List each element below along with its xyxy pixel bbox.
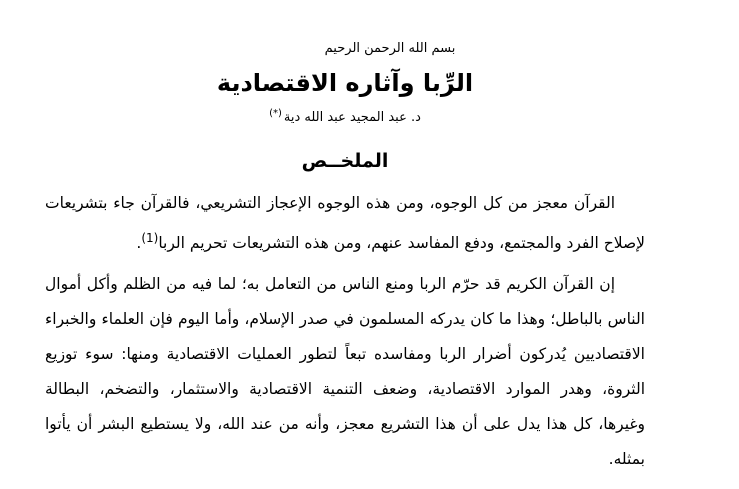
- paragraph-1-text: القرآن معجز من كل الوجوه، ومن هذه الوجوه الإعجاز التشريعي، فالقرآن جاء بتشريعات لإصلاح الفرد والمجتمع، ودفع المفاسد عنهم، ومن هذه التشريعات تحريم الربا: [45, 194, 645, 252]
- abstract-paragraph-2: إن القرآن الكريم قد حرّم الربا ومنع الناس من التعامل به؛ لما فيه من الظلم وأكل أموال الناس بالباطل؛ وهذا ما كان يدركه المسلمون في صدر الإسلام، وأما اليوم فإن العلماء والخبراء الاقتصاديين يُدركون أضرار الربا ومفاسده تبعاً لتطور العمليات الاقتصادية ومنها: سوء توزيع الثروة، وهدر الموارد الاقتصادية، وضعف التنمية الاقتصادية والاستثمار، والتضخم، البطالة وغيرها، كل هذا يدل على أن هذا التشريع معجز، وأنه من عند الله، ولا يستطيع البشر أن يأتوا بمثله.: [45, 275, 645, 468]
- author-line: [45, 104, 645, 128]
- page-title: الرِّبا وآثاره الاقتصادية: [216, 69, 474, 97]
- basmala-line: بسم الله الرحمن الرحيم: [324, 41, 456, 56]
- abstract-heading: الملخــص: [301, 150, 389, 172]
- abstract-paragraph-1: [45, 186, 645, 261]
- paragraph-1-period: .: [136, 234, 142, 252]
- author-name: د. عبد المجيد عبد الله دية: [283, 110, 421, 125]
- author-footnote-marker: (*): [269, 108, 282, 119]
- footnote-1-marker: (1): [141, 231, 159, 245]
